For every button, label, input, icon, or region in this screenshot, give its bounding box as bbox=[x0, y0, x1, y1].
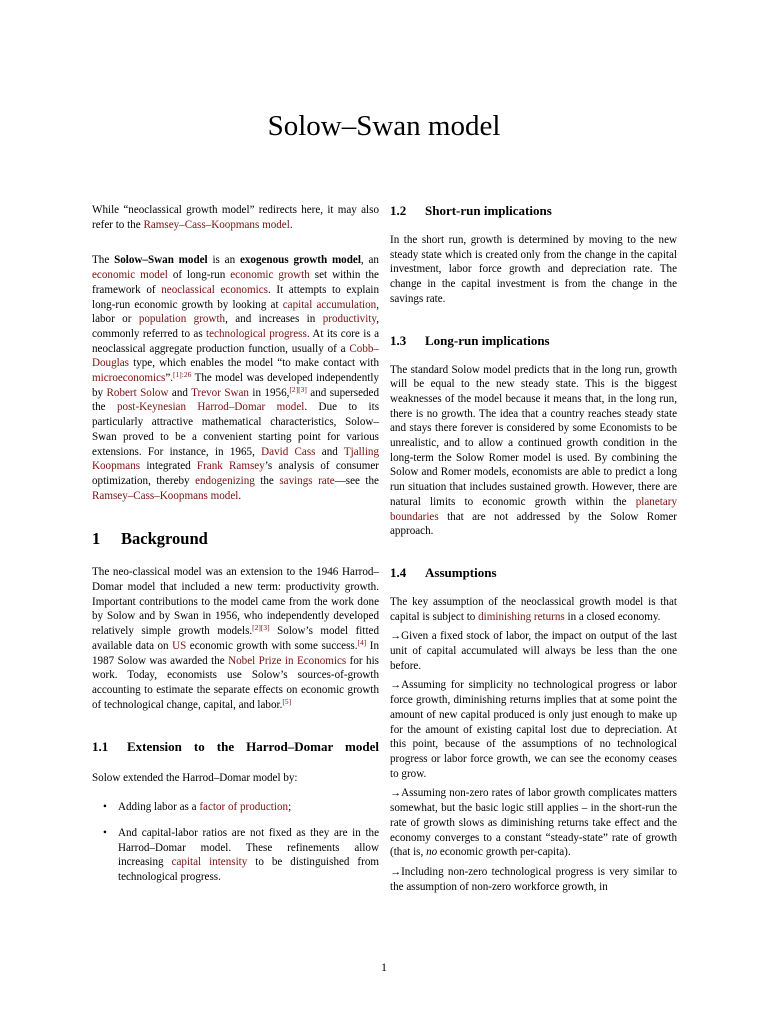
trevor-swan-link[interactable]: Trevor Swan bbox=[191, 386, 249, 399]
text: ; bbox=[288, 801, 292, 814]
text: . Due to its particularly attractive mathematical characteristics, Solow–Swan proved to be a convenient starting point for various extensions. For instance, in 1965, bbox=[92, 401, 380, 458]
citation-link[interactable]: [5] bbox=[282, 696, 292, 706]
cobb-douglas-link[interactable]: Cobb–Douglas bbox=[92, 342, 379, 370]
text: The bbox=[92, 254, 115, 267]
assumptions-paragraph: →Assuming for simplicity no technological progress or labor force growth, diminishing returns implies that at some point the amount of new capital produced is only just enough to make up for the amount of existing capital lost due to depreciation. At this point, because of the assumptions of no technological progress or labor force growth, we can see the economy ceases to grow. bbox=[390, 679, 677, 780]
section-number: 1.2 bbox=[390, 203, 407, 218]
bold-term: Solow–Swan model bbox=[114, 254, 208, 267]
text: →Assuming non-zero rates of labor growth complicates matters somewhat, but the basic logic still applies – in the short-run the rate of growth slows as diminishing returns take effect and the economy converges to a constant “steady-state” rate of growth (that is, bbox=[390, 787, 677, 859]
microeconomics-link[interactable]: microeconomics bbox=[92, 372, 166, 385]
assumptions-paragraph: →Given a fixed stock of labor, the impact on output of the last unit of capital accumulated will always be less than the one before. bbox=[390, 630, 677, 672]
section-title: Short-run implications bbox=[425, 203, 552, 218]
text: ”. bbox=[165, 372, 174, 385]
post-keynesian-harrod-domar-link[interactable]: post-Keynesian Harrod–Domar model bbox=[116, 401, 305, 414]
section-title: Long-run implications bbox=[425, 332, 550, 348]
section-heading-long-run bbox=[390, 333, 677, 349]
capital-accumulation-link[interactable]: capital accumulation bbox=[282, 298, 377, 311]
text: . bbox=[238, 489, 242, 502]
text: integrated bbox=[140, 460, 197, 473]
ramsey-cass-koopmans-link[interactable]: Ramsey–Cass–Koopmans model bbox=[92, 489, 239, 502]
endogenizing-link[interactable]: endogenizing bbox=[195, 474, 255, 487]
section-title: Assumptions bbox=[425, 564, 497, 580]
text: economic growth per-capita). bbox=[437, 846, 571, 859]
bullet-icon: • bbox=[103, 826, 107, 839]
text: , an bbox=[360, 254, 379, 267]
bullet-icon: • bbox=[103, 801, 107, 814]
section-heading-short-run bbox=[390, 203, 677, 219]
text: , labor or bbox=[92, 298, 379, 326]
list-item bbox=[92, 826, 379, 885]
text: . It attempts to explain long-run economic growth by looking at bbox=[92, 283, 379, 311]
savings-rate-link[interactable]: savings rate bbox=[279, 474, 335, 487]
extension-intro: Solow extended the Harrod–Domar model by: bbox=[92, 772, 298, 785]
list-item bbox=[92, 800, 379, 815]
text: of long-run bbox=[167, 269, 231, 282]
text: Adding labor as a bbox=[118, 801, 200, 814]
section-number: 1.3 bbox=[390, 332, 407, 348]
hatnote-text: . bbox=[289, 218, 293, 231]
technological-progress-link[interactable]: technological progress bbox=[206, 327, 307, 340]
citation-link[interactable]: [2][3] bbox=[289, 384, 307, 394]
robert-solow-link[interactable]: Robert Solow bbox=[106, 386, 169, 399]
text: that are not addressed by the Solow Romer approach. bbox=[390, 510, 677, 538]
assumptions-paragraph bbox=[390, 786, 677, 860]
diminishing-returns-link[interactable]: diminishing returns bbox=[478, 610, 565, 623]
text: And capital-labor ratios are not fixed as they are in the Harrod–Domar model. These refinements allow increasing bbox=[118, 826, 379, 869]
text: to be distinguished from technological progress. bbox=[118, 856, 379, 883]
text: The neo-classical model was an extension to the 1946 Harrod–Domar model that included a new term: productivity growth. Important contributions to the model came from the work done by Solow and by Swan in 1956, who independently developed relatively simple growth models. bbox=[92, 566, 379, 638]
text: In 1987 Solow was awarded the bbox=[92, 639, 379, 667]
hatnote-text: While “neoclassical growth model” redirects here, it may also refer to the bbox=[92, 204, 379, 231]
text: the bbox=[254, 474, 280, 487]
factor-of-production-link[interactable]: factor of production bbox=[199, 801, 289, 814]
text: —see the bbox=[334, 474, 379, 487]
economic-growth-link[interactable]: economic growth bbox=[230, 269, 310, 282]
intro-paragraph bbox=[92, 253, 379, 503]
page-number: 1 bbox=[381, 960, 387, 974]
text: and bbox=[168, 386, 192, 399]
text: , commonly referred to as bbox=[92, 313, 379, 340]
text: set within the framework of bbox=[92, 269, 379, 296]
text: for his work. Today, economists use Solow’s sources-of-growth accounting to estimate the separate effects on economic growth of technological change, capital, and labor. bbox=[92, 654, 380, 711]
left-column bbox=[92, 203, 379, 885]
text: is an bbox=[207, 254, 240, 267]
us-link[interactable]: US bbox=[172, 639, 187, 652]
right-column bbox=[390, 203, 677, 894]
section-title: Background bbox=[121, 529, 208, 549]
bold-term: exogenous growth model bbox=[239, 254, 361, 267]
tjalling-koopmans-link[interactable]: Tjalling Koopmans bbox=[92, 445, 380, 473]
productivity-link[interactable]: productivity bbox=[322, 313, 377, 326]
section-heading-assumptions bbox=[390, 565, 677, 581]
text: ’s analysis of consumer optimization, thereby bbox=[92, 460, 379, 487]
page-title: Solow–Swan model bbox=[267, 110, 501, 142]
nobel-prize-link[interactable]: Nobel Prize in Economics bbox=[228, 654, 347, 667]
text: type, which enables the model “to make contact with bbox=[128, 357, 379, 370]
text: The standard Solow model predicts that in the long run, growth will be equal to the new steady state. This is the biggest weaknesses of the model because it means that, in the long run, there is no growth. The idea that a country reaches steady state and stays there forever is considered by some Economists to be unrealistic, and to allow a continued growth condition in the long-term the Solow Romer model is used. By combining the Solow and Romer models, economists are able to predict a long run situation that includes sustained growth. However, there are natural limits to economic growth within the bbox=[390, 363, 677, 508]
david-cass-link[interactable]: David Cass bbox=[261, 445, 316, 458]
economic-model-link[interactable]: economic model bbox=[92, 269, 168, 282]
ramsey-cass-koopmans-link[interactable]: Ramsey–Cass–Koopmans model bbox=[143, 218, 290, 231]
section-number: 1.4 bbox=[390, 564, 407, 580]
redirect-hatnote bbox=[92, 203, 379, 232]
text: economic growth with some success. bbox=[186, 639, 358, 652]
citation-link[interactable]: [2][3] bbox=[252, 623, 270, 633]
assumptions-paragraph: →Including non-zero technological progress is very similar to the assumption of non-zero workforce growth, in bbox=[390, 865, 677, 893]
section-heading-extension bbox=[92, 739, 379, 755]
text: in a closed economy. bbox=[564, 610, 661, 623]
frank-ramsey-link[interactable]: Frank Ramsey bbox=[196, 460, 265, 473]
section-heading-background bbox=[92, 529, 379, 549]
text: The key assumption of the neoclassical growth model is that capital is subject to bbox=[390, 595, 677, 623]
citation-link[interactable]: [4] bbox=[357, 637, 367, 647]
planetary-boundaries-link[interactable]: planetary boundaries bbox=[390, 495, 677, 523]
text: The model was developed independently by bbox=[92, 372, 379, 399]
section-title: Extension to the Harrod–Domar model bbox=[127, 739, 379, 755]
population-growth-link[interactable]: population growth bbox=[138, 313, 226, 326]
assumptions-paragraph bbox=[390, 595, 677, 624]
extension-list bbox=[92, 800, 379, 885]
text: Solow’s model fitted available data on bbox=[92, 625, 379, 652]
text: , and increases in bbox=[225, 313, 323, 326]
text: in 1956, bbox=[248, 386, 290, 399]
short-run-paragraph: In the short run, growth is determined by moving to the new steady state which is created only from the change in the capital investment, labor force growth and depreciation rate. The change in the capital investment is from the change in the savings rate. bbox=[390, 234, 677, 305]
section-number: 1.1 bbox=[92, 739, 109, 755]
text: and superseded the bbox=[92, 386, 380, 414]
capital-intensity-link[interactable]: capital intensity bbox=[171, 856, 248, 869]
text: and bbox=[315, 445, 344, 458]
long-run-paragraph bbox=[390, 363, 677, 539]
emphasis: no bbox=[426, 846, 438, 859]
neoclassical-economics-link[interactable]: neoclassical economics bbox=[161, 283, 268, 296]
citation-link[interactable]: [1]:26 bbox=[173, 370, 192, 380]
background-paragraph bbox=[92, 565, 379, 712]
text: . At its core is a neoclassical aggregate production function, usually of a bbox=[92, 327, 379, 355]
section-number: 1 bbox=[92, 529, 101, 549]
